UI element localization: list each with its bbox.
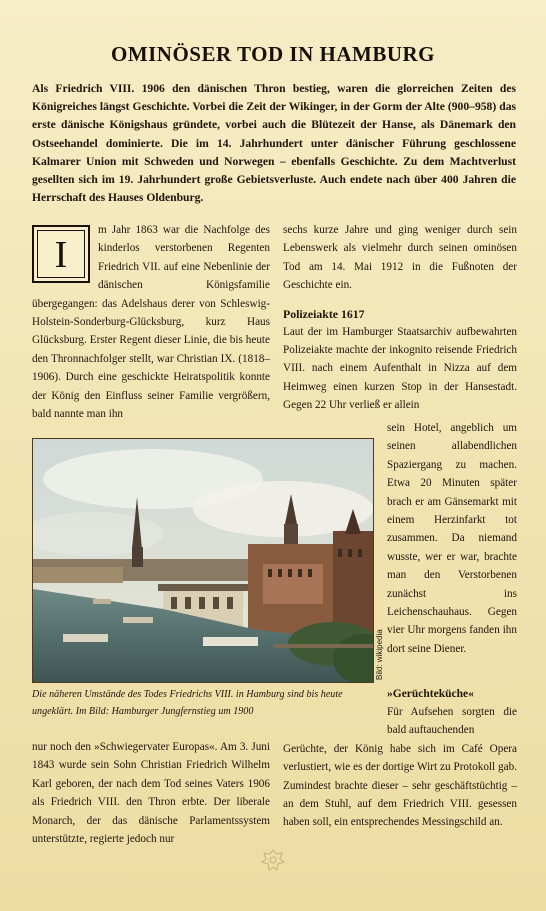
left-column-top-text: m Jahr 1863 war die Nachfolge des kinderlos verstorbenen Regenten Friedrich VII. auf eine Nebenlinie der dänischen Königsfamilie übergegangen: das Adelshaus derer von Schleswig-Holstein-Sonderburg-Glücksburg, kurz Haus Glücksburg. Erster Regent dieser Linie, die bis heute den Thronnachfolger stellt, war Christian IX. (1818–1906). Durch eine geschickte Heiratspolitik konnte der König den Einfluss seiner Familie vergrößern, bald nannte man ihn: [32, 224, 270, 421]
left-column-bottom-text: nur noch den »Schwiegervater Europas«. Am 3. Juni 1843 wurde sein Sohn Christian Friedrich Wilhelm Karl geboren, der nach dem Tod seines Vaters 1906 als Friedrich VIII. den Thron erbte. Der liberale Monarch, der das dänische Parlamentssystem unterstützte, regierte jedoch nur: [32, 741, 270, 846]
section-heading-geruechtekueche: »Gerüchteküche«: [387, 688, 474, 700]
right-column-middle: [387, 419, 517, 658]
photo-caption: Die näheren Umstände des Todes Friedrichs VIII. in Hamburg sind bis heute ungeklärt. Im Bild: Hamburger Jungfernstieg um 1900: [32, 689, 343, 717]
right-column-bottom: [283, 685, 517, 832]
left-column-bottom: [32, 738, 270, 848]
right-column-bottom-text: Gerüchte, der König habe sich im Café Opera verlustiert, wie es der dortige Wirt zu Protokoll gab. Zumindest brachte dieser – sehr geschäftstüchtig – an dem Stuhl, auf dem Friedrich VIII. gesessen haben soll, ein entsprechendes Messingschild an.: [283, 742, 517, 829]
right-column-middle-text: sein Hotel, angeblich um seinen allabendlichen Spaziergang zu machen. Etwa 20 Minuten später brach er am Gänsemarkt mit einem Herzinfarkt tot zusammen. Da niemand wusste, wer er war, brachte man den Verstorbenen zunächst ins Leichenschauhaus. Gegen vier Uhr morgens fanden ihn dort seine Diener.: [387, 422, 517, 655]
dropcap-letter: I: [54, 234, 68, 276]
right-column-polizeiakte-text: Laut der im Hamburger Staatsarchiv aufbewahrten Polizeiakte machte der inkognito reisende Friedrich VIII. nach einem Aufenthalt in Nizza auf dem Heimweg einen kurzen Stop in der Hansestadt. Gegen 22 Uhr verließ er allein: [283, 325, 517, 412]
footer-watermark: [0, 848, 546, 874]
section-heading-polizeiakte: Polizeiakte 1617: [283, 306, 365, 321]
crest-icon: [260, 848, 286, 872]
article-title: OMINÖSER TOD IN HAMBURG: [110, 42, 435, 67]
right-column-top: [283, 221, 517, 415]
photo-credit: Bild: wikipedia: [375, 629, 384, 680]
photo-illustration: [33, 439, 373, 682]
left-column-top: [32, 221, 270, 423]
right-column-intro: sechs kurze Jahre und ging weniger durch sein Lebenswerk als vielmehr durch seinen ominösen Tod am 14. Mai 1912 in die Fußnoten der Geschichte ein.: [283, 224, 517, 292]
right-column-bottom-narrow-text: Für Aufsehen sorgten die bald auftauchenden: [387, 706, 517, 737]
lead-paragraph: Als Friedrich VIII. 1906 den dänischen Thron bestieg, waren die glorreichen Zeiten des Königreiches längst Geschichte. Vorbei die Zeit der Wikinger, in der Gorm der Alte (900–958) das erste dänische Königshaus gründete, vorbei auch die Blütezeit der Hanse, als Dänemark den Ostseehandel dominierte. Die im 14. Jahrhundert unter dänischer Führung geschlossene Kalmarer Union mit Schweden und Norwegen – ebenfalls Geschichte. Zu dem Machtverlust gesellten sich im 19. Jahrhundert große Gebietsverluste. Auch endete nach über 400 Jahren die Herrschaft des Hauses Oldenburg.: [32, 82, 516, 205]
historical-photo-jungfernstieg: [32, 438, 374, 683]
dropcap-box: [32, 225, 90, 283]
